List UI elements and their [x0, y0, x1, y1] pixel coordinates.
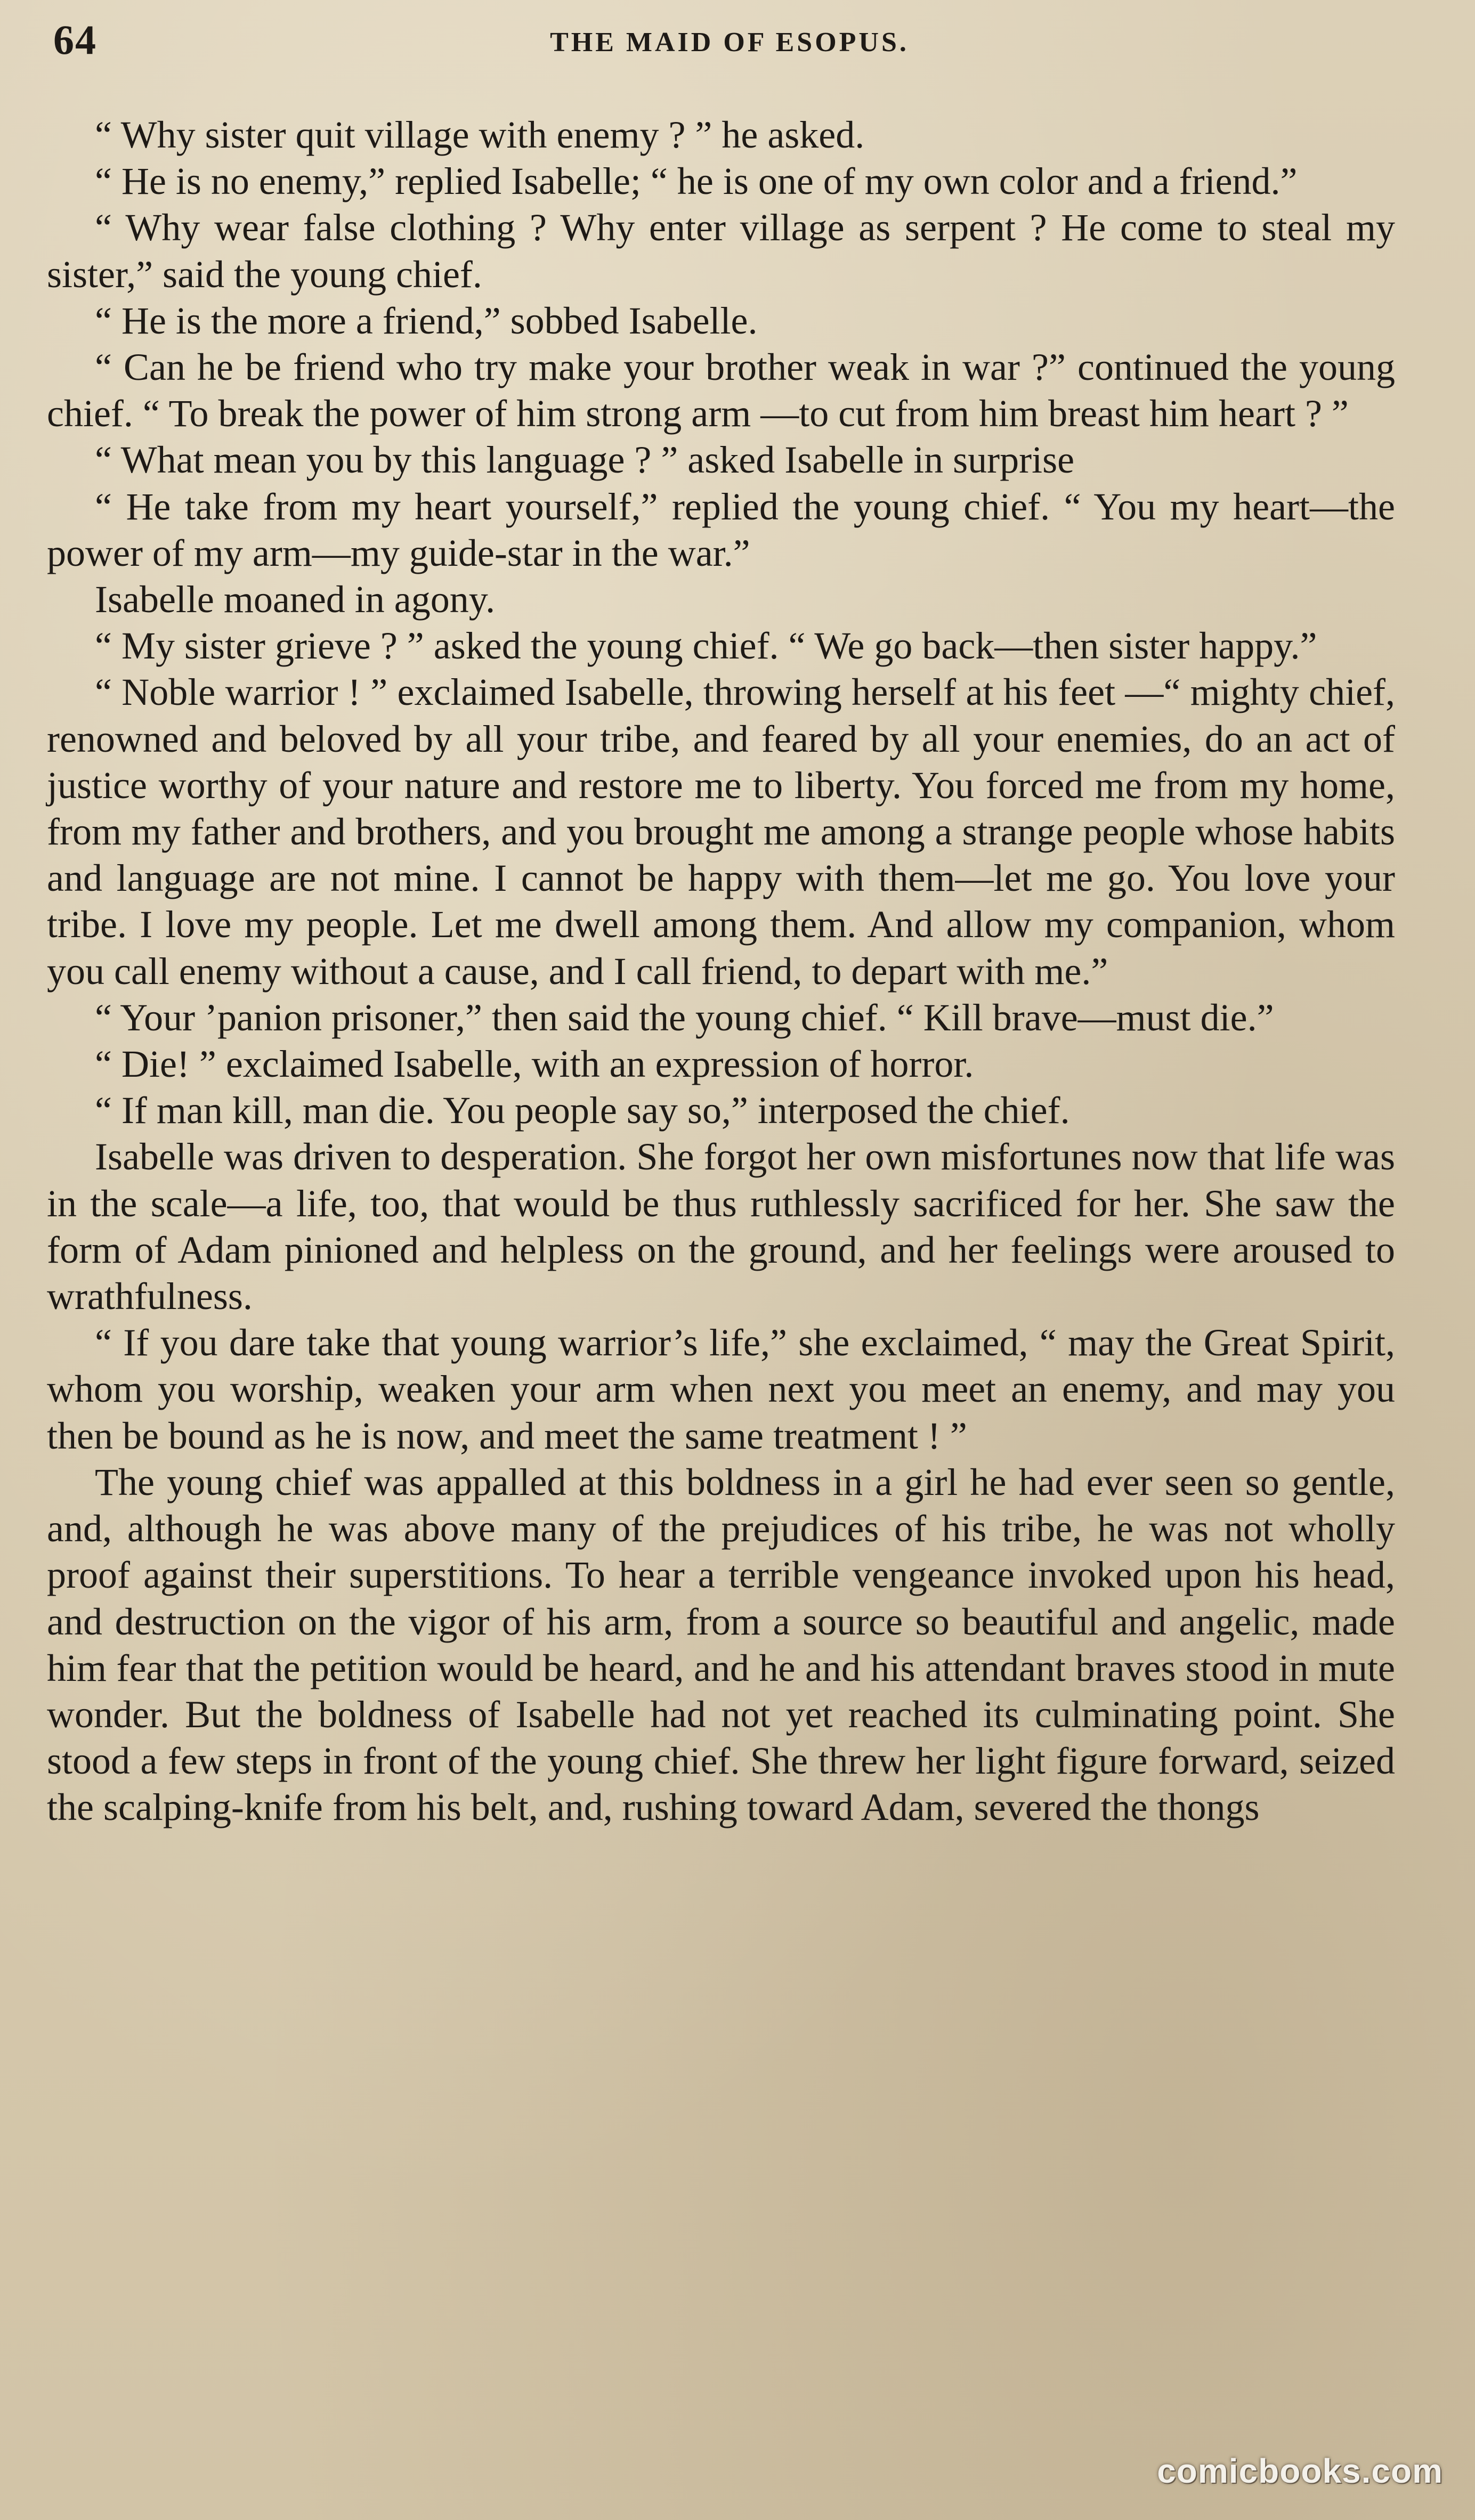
paragraph: “ Why sister quit village with enemy ? ” he asked.: [95, 113, 865, 156]
watermark: comicbooks.com: [1157, 2452, 1443, 2490]
paragraph: “ What mean you by this language ? ” asked Isabelle in surprise: [95, 438, 1075, 482]
paragraph: “ Can he be friend who try make your brother weak in war ?” continued the young chief. “ To break the power of him strong arm —to cut from him breast him heart ? ”: [47, 346, 1395, 435]
running-title: THE MAID OF ESOPUS.: [550, 27, 909, 58]
paragraph: “ He is the more a friend,” sobbed Isabelle.: [95, 299, 758, 342]
paragraph: “ Your ’panion prisoner,” then said the young chief. “ Kill brave—must die.”: [95, 996, 1274, 1039]
paragraph: The young chief was appalled at this boldness in a girl he had ever seen so gentle, and, although he was above many of the prejudices of his tribe, he was not wholly proof against their superstitions. To hear a terrible vengeance invoked upon his head, and destruction on the vigor of his arm, from a source so beautiful and angelic, made him fear that the petition would be heard, and he and his attendant braves stood in mute wonder. But the boldness of Isabelle had not yet reached its culminating point. She stood a few steps in front of the young chief. She threw her light figure forward, seized the scalping-knife from his belt, and, rushing toward Adam, severed the thongs: [47, 1460, 1395, 1829]
paragraph: “ He is no enemy,” replied Isabelle; “ he is one of my own color and a friend.”: [95, 160, 1298, 203]
body-text: [47, 112, 1395, 1831]
paragraph: Isabelle moaned in agony.: [95, 578, 496, 621]
running-head: [53, 16, 1406, 80]
paragraph: “ He take from my heart yourself,” replied the young chief. “ You my heart—the power of my arm—my guide-star in the war.”: [47, 485, 1395, 574]
paragraph: Isabelle was driven to desperation. She forgot her own misfortunes now that life was in the scale—a life, too, that would be thus ruthlessly sacrificed for her. She saw the form of Adam pinioned and helpless on the ground, and her feelings were aroused to wrathfulness.: [47, 1135, 1395, 1318]
paragraph: “ Noble warrior ! ” exclaimed Isabelle, throwing herself at his feet —“ mighty chief, renowned and beloved by all your tribe, and feared by all your enemies, do an act of justice worthy of your nature and restore me to liberty. You forced me from my home, from my father and brothers, and you brought me among a strange people whose habits and language are not mine. I cannot be happy with them—let me go. You love your tribe. I love my people. Let me dwell among them. And allow my companion, whom you call enemy without a cause, and I call friend, to depart with me.”: [47, 671, 1395, 993]
paragraph: “ If you dare take that young warrior’s life,” she exclaimed, “ may the Great Spirit, whom you worship, weaken your arm when next you meet an enemy, and may you then be bound as he is now, and meet the same treatment ! ”: [47, 1321, 1395, 1457]
page-number: 64: [53, 17, 97, 63]
paragraph: “ Why wear false clothing ? Why enter village as serpent ? He come to steal my sister,” said the young chief.: [47, 206, 1395, 296]
paragraph: “ My sister grieve ? ” asked the young chief. “ We go back—then sister happy.”: [95, 624, 1317, 668]
paragraph: “ Die! ” exclaimed Isabelle, with an expression of horror.: [95, 1043, 974, 1086]
paragraph: “ If man kill, man die. You people say so,” interposed the chief.: [95, 1089, 1070, 1132]
